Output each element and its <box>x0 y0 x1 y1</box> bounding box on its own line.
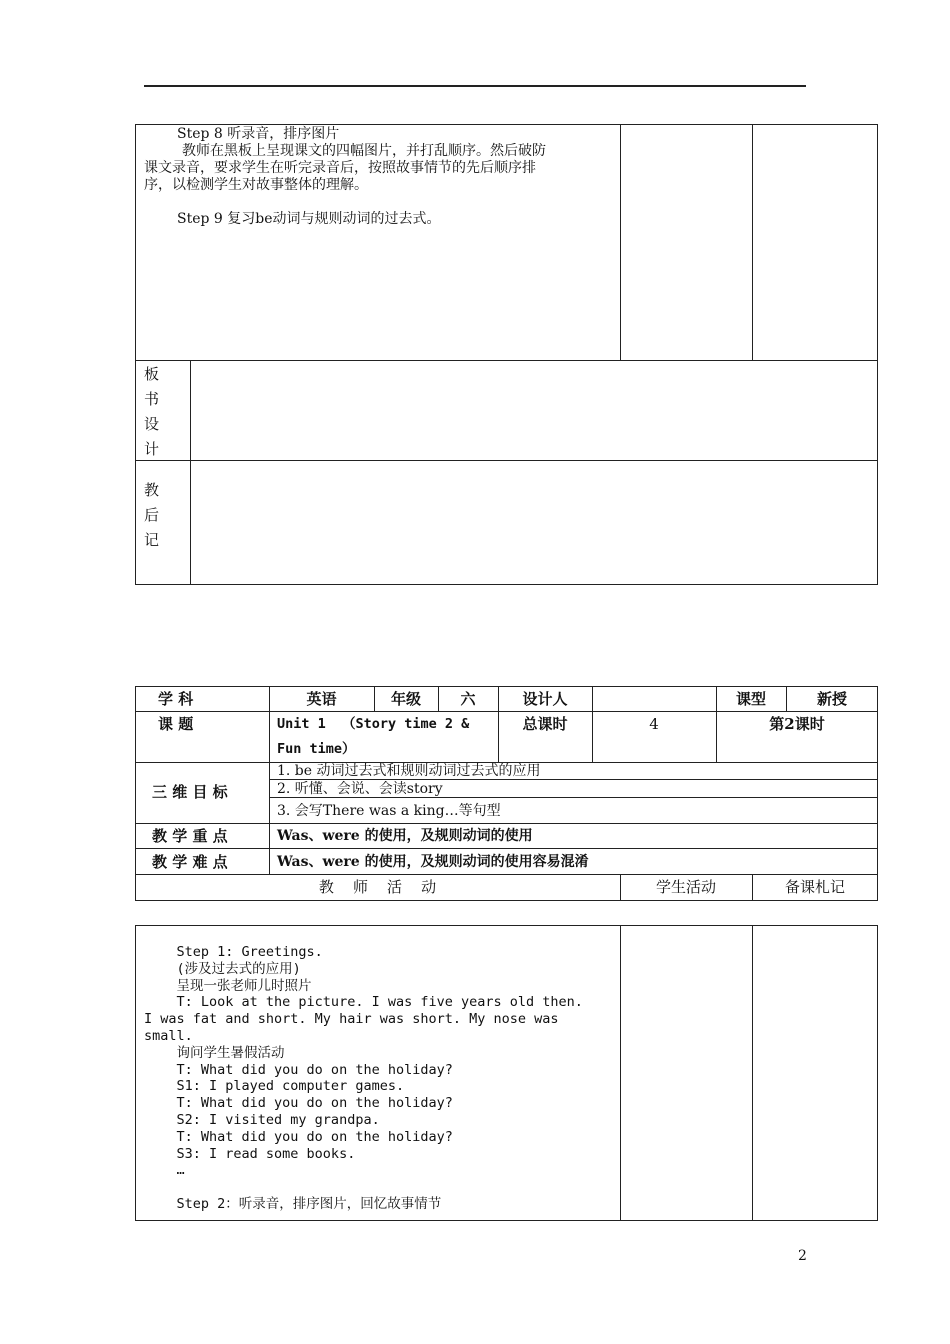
goals-label: 三 维 目 标 <box>152 783 228 801</box>
session-value: 第2课时 <box>769 715 825 733</box>
difficult-point-label: 教 学 难 点 <box>152 853 228 871</box>
topic-value-line1: Unit 1 （Story time 2 & <box>277 716 470 732</box>
col-divider <box>269 686 270 874</box>
grade-label: 年级 <box>390 690 421 708</box>
teacher-activity-header: 教 师 活 动 <box>318 878 437 896</box>
difficult-point-value: Was、were 的使用，及规则动词的使用容易混淆 <box>277 854 589 870</box>
step9-title: Step 9 复习be动词与规则动词的过去式。 <box>177 211 441 227</box>
col-divider <box>752 925 753 1221</box>
lesson-line: small. <box>144 1027 193 1044</box>
subject-value: 英语 <box>306 690 337 708</box>
page-number: 2 <box>798 1248 807 1264</box>
lesson-line: I was fat and short. My hair was short. My nose was <box>144 1011 559 1028</box>
lesson-line: S2: I visited my grandpa. <box>144 1111 380 1128</box>
lesson-steps <box>144 944 616 1213</box>
goal-item: 3. 会写There was a king…等句型 <box>277 803 501 819</box>
board-char: 设 <box>144 415 160 433</box>
col-divider <box>190 360 191 585</box>
row-divider <box>135 460 878 461</box>
topic-value-line2: Fun time） <box>277 741 356 757</box>
type-value: 新授 <box>816 690 847 708</box>
lesson-line: T: What did you do on the holiday? <box>144 1095 453 1112</box>
total-hours-label: 总课时 <box>522 715 568 733</box>
step8-line3: 序，以检测学生对故事整体的理解。 <box>144 177 368 193</box>
row-divider <box>135 848 878 849</box>
row-divider <box>135 360 878 361</box>
lesson-line: Step 1: Greetings. <box>144 944 323 960</box>
lesson-line: Step 2：听录音，排序图片，回忆故事情节 <box>144 1195 442 1212</box>
subject-label: 学 科 <box>158 690 194 708</box>
reflection-char: 记 <box>144 531 160 549</box>
header-rule <box>144 85 806 87</box>
grade-value: 六 <box>460 690 476 708</box>
row-divider <box>135 823 878 824</box>
step8-line2: 课文录音，要求学生在听完录音后，按照故事情节的先后顺序排 <box>144 160 536 176</box>
lesson-line <box>144 1179 616 1196</box>
reflection-label <box>144 478 164 553</box>
reflection-char: 后 <box>144 506 160 524</box>
board-design-label <box>144 362 164 462</box>
row-divider <box>135 711 878 712</box>
step8-line1: 教师在黑板上呈现课文的四幅图片，并打乱顺序。然后破防 <box>182 143 546 159</box>
col-divider <box>620 124 621 360</box>
col-divider <box>620 925 621 1221</box>
topic-label: 课 题 <box>158 715 194 733</box>
designer-label: 设计人 <box>522 690 568 708</box>
board-char: 书 <box>144 390 160 408</box>
goal-item: 1. be 动词过去式和规则动词过去式的应用 <box>277 763 541 779</box>
lesson-line: T: What did you do on the holiday? <box>144 1061 453 1078</box>
lesson-line: S1: I played computer games. <box>144 1078 405 1095</box>
lesson-line: S3: I read some books. <box>144 1145 356 1162</box>
student-activity-header: 学生活动 <box>655 878 716 896</box>
type-label: 课型 <box>735 690 766 708</box>
step8-title: Step 8 听录音，排序图片 <box>177 126 340 142</box>
lesson-line: … <box>144 1162 185 1179</box>
board-char: 计 <box>144 440 160 458</box>
lesson-line: 呈现一张老师儿时照片 <box>144 977 312 994</box>
notes-header: 备课札记 <box>784 878 845 896</box>
col-divider <box>752 124 753 360</box>
goal-item: 2. 听懂、会说、会读story <box>277 781 443 797</box>
reflection-char: 教 <box>144 481 160 499</box>
row-divider <box>135 874 878 875</box>
lesson-line: (涉及过去式的应用) <box>144 960 301 977</box>
total-hours-value: 4 <box>649 715 659 733</box>
lesson-line: T: Look at the picture. I was five years old then. <box>144 994 583 1011</box>
lesson-line: 询问学生暑假活动 <box>144 1044 285 1061</box>
lesson-line: T: What did you do on the holiday? <box>144 1128 453 1145</box>
board-char: 板 <box>144 365 160 383</box>
key-point-value: Was、were 的使用，及规则动词的使用 <box>277 828 533 844</box>
key-point-label: 教 学 重 点 <box>152 827 228 845</box>
